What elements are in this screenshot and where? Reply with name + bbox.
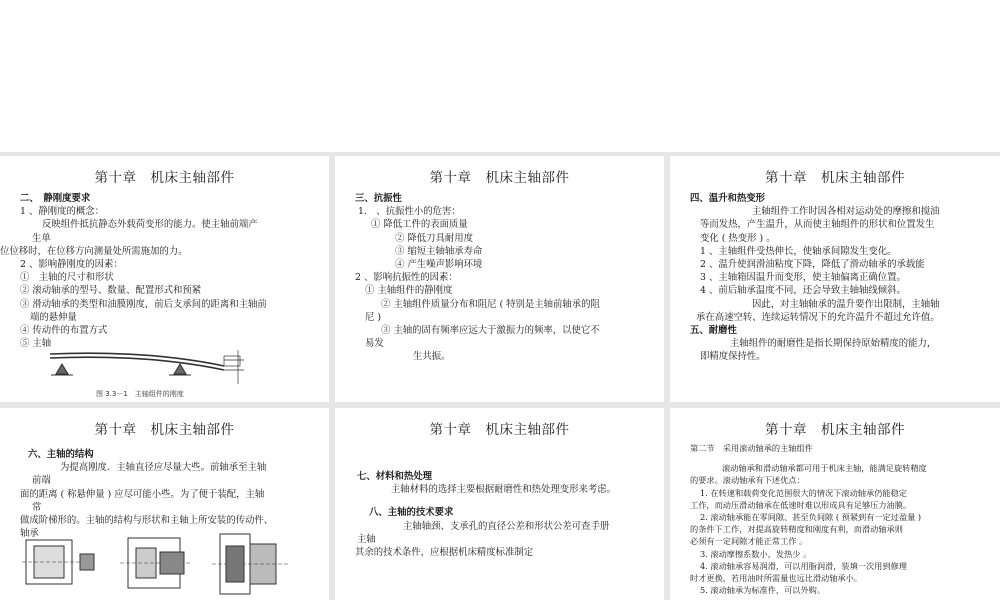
text-line: 2 、影响静刚度的因素： (20, 259, 123, 271)
slide-body (690, 442, 982, 596)
section-heading: 二、 静刚度要求 (20, 193, 91, 204)
text-line: 主轴材料的选择主要根据耐磨性和热处理变形来考虑。 (391, 484, 617, 496)
section-heading: 七、材料和热处理 (357, 471, 433, 482)
spindle-stiffness-figure (48, 344, 258, 400)
text-line: 反映组件抵抗静态外载荷变形的能力。使主轴前端产 (42, 219, 258, 231)
slide-6[interactable] (670, 408, 1000, 600)
text-line: 生单 (32, 232, 51, 244)
slide-title: 第十章 机床主轴部件 (765, 170, 905, 186)
slide-title: 第十章 机床主轴部件 (94, 170, 235, 186)
text-line: 其余的技术条件，应根据机床精度标准制定 (355, 547, 534, 559)
slide-title: 第十章 机床主轴部件 (94, 422, 235, 438)
text-line: 前端 (32, 475, 51, 487)
text-line: ① 主轴组件的静刚度 (365, 285, 453, 297)
text-line: 等而发热，产生温升，从而使主轴组件的形状和位置发生 (700, 219, 935, 231)
slide-5[interactable] (335, 408, 664, 600)
text-line: 主轴组件工作时因各相对运动处的摩擦和搅油 (752, 206, 940, 218)
text-line: 做成阶梯形的。主轴的结构与形状和主轴上所安装的传动件、 (20, 515, 274, 527)
section-heading: 六、主轴的结构 (28, 449, 94, 460)
text-line: 因此，对主轴轴承的温升要作出限制，主轴轴 (752, 298, 940, 310)
text-line: 2 、温升使润滑油粘度下降，降低了滑动轴承的承载能 (700, 259, 925, 271)
text-line: 尼 ) (365, 311, 382, 323)
text-line: ③ 主轴的固有频率应远大于激振力的频率，以使它不 (381, 325, 600, 337)
figure-caption: 图 3.3－1 主轴组件的刚度 (96, 390, 184, 398)
text-line: 1 、静刚度的概念： (20, 206, 104, 218)
slide-title: 第十章 机床主轴部件 (429, 170, 570, 186)
text-line: 3 、主轴箱因温升而变形，使主轴偏离正确位置。 (700, 272, 906, 284)
text-line: 2. 滚动轴承能在零间隙、甚至负间隙 ( 预紧到有一定过盈量 ) (700, 512, 922, 523)
text-line: ② 降低刀具耐用度 (395, 232, 473, 244)
slide-3[interactable] (670, 156, 1000, 402)
text-line: 1. 在转速和载荷变化范围很大的情况下滚动轴承仍能稳定 (700, 487, 907, 498)
text-line: ③ 缩短主轴轴承寿命 (395, 245, 483, 257)
text-line: 2 、影响抗振性的因素： (355, 272, 458, 284)
text-line: ④ 传动件的布置方式 (20, 325, 108, 337)
slide-title: 第十章 机床主轴部件 (765, 422, 905, 438)
slide-body (357, 470, 646, 559)
text-line: 的条件下工作，对提高旋转精度和刚度有利，而滑动轴承则 (690, 524, 903, 535)
text-line: 即精度保持性。 (700, 351, 766, 363)
text-line: ① 降低工件的表面质量 (371, 219, 468, 231)
text-line: 4 、前后轴承温度不同，还会导致主轴轴线倾斜。 (700, 285, 906, 297)
text-line: 易发 (365, 338, 384, 350)
slide-title: 第十章 机床主轴部件 (429, 422, 570, 438)
slide-2[interactable] (335, 156, 664, 402)
section-heading: 第二节 采用滚动轴承的主轴组件 (690, 443, 813, 453)
section-heading: 三、抗振性 (355, 193, 402, 204)
text-line: 滚动轴承和滑动轴承都可用于机床主轴，能满足旋转精度 (722, 463, 927, 474)
text-line: 轴承 (20, 528, 39, 540)
text-line: 1 、主轴组件受热伸长，使轴承间隙发生变化。 (700, 245, 897, 257)
text-line: 生共振。 (413, 351, 451, 363)
text-line: ② 滚动轴承的型号、数量、配置形式和预紧 (20, 285, 202, 297)
slide-4[interactable] (0, 408, 329, 600)
text-line: 常 (32, 501, 42, 513)
text-line: 承在高速空转、连续运转情况下的允许温升不超过允许值。 (696, 311, 940, 323)
text-line: ④ 产生噪声影响环境 (395, 259, 483, 271)
slide-1[interactable] (0, 156, 329, 402)
text-line: 工作，而动压滑动轴承在低速时难以形成具有足够压力油膜。 (690, 499, 912, 510)
spindle-structure-figure (20, 526, 320, 600)
text-line: 主轴组件的耐磨性是指长期保持原始精度的能力， (730, 338, 937, 350)
section-heading: 四、温升和热变形 (690, 193, 766, 204)
text-line: ③ 滑动轴承的类型和油膜刚度，前后支承间的距离和主轴前 (20, 298, 267, 310)
text-line: ① 主轴的尺寸和形状 (20, 272, 114, 284)
section-heading: 八、主轴的技术要求 (369, 507, 454, 519)
text-line: ② 主轴组件质量分布和阻尼 ( 特别是主轴前轴承的阻 (381, 298, 600, 310)
text-line: 4. 滚动轴承容易润滑，可以用脂润滑，装填一次用到修理 (700, 560, 907, 571)
text-line: 位位移时，在位移方向测量处所需施加的力。 (0, 245, 188, 257)
slide-body (355, 192, 646, 364)
slide-grid (0, 152, 1000, 600)
text-line: 时才更换，若用油时所需量也远比滑动轴承小。 (690, 573, 862, 584)
text-line: 面的距离 ( 称悬伸量 ) 应尽可能小些。为了便于装配，主轴 (20, 488, 265, 500)
text-line: 必须有一定间隙才能正常工作 。 (690, 536, 808, 547)
text-line: 主轴 (357, 533, 376, 545)
text-line: 3. 滚动摩擦系数小，发热少 。 (700, 548, 812, 559)
slide-body (690, 192, 982, 364)
section-heading: 五、耐磨性 (690, 325, 737, 337)
text-line: 主轴轴颈、支承孔的直径公差和形状公差可查手册 (403, 520, 610, 532)
text-line: 的要求。滚动轴承有下述优点： (690, 475, 805, 486)
slide-body (0, 192, 311, 350)
text-line: 变化 ( 热变形 ) 。 (700, 232, 776, 244)
text-line: 为提高刚度．主轴直径应尽量大些。前轴承至主轴 (60, 462, 267, 474)
text-line: 端的悬伸量 (30, 311, 77, 323)
text-line: ⑤ 主轴 (20, 338, 52, 350)
text-line: 5. 滚动轴承为标准件，可以外购。 (700, 585, 826, 596)
text-line: 1. 、抗振性小的危害： (358, 206, 461, 218)
